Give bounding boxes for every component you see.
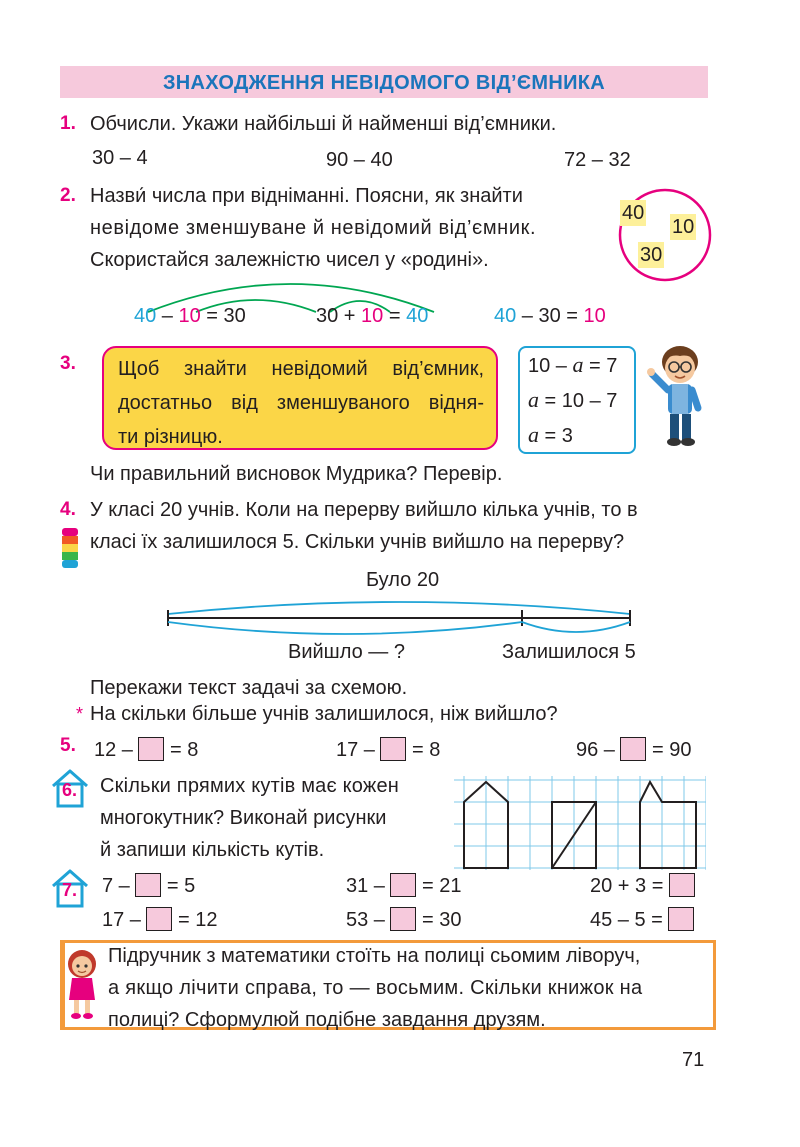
task-1-number: 1. (60, 113, 76, 134)
solution-line-1: 10 – a = 7 (528, 352, 618, 377)
task-7-item-1: 7 – = 5 (102, 875, 196, 897)
task-4-star-question: На скільки більше учнів залишилося, ніж вийшло? (90, 703, 558, 725)
answer-box[interactable] (390, 907, 416, 931)
answer-box[interactable] (135, 873, 161, 897)
task-7-item-4: 17 – = 12 (102, 909, 218, 931)
task-7-number: 7. (62, 880, 78, 900)
task-5-number: 5. (60, 735, 76, 756)
task-7-item-6: 45 – 5 = (590, 904, 694, 936)
circle-number-40: 40 (622, 202, 645, 224)
page-title: ЗНАХОДЖЕННЯ НЕВІДОМОГО ВІД’ЄМНИКА (162, 72, 606, 94)
answer-box[interactable] (138, 737, 164, 761)
task-7-item-2: 31 – = 21 (346, 875, 462, 897)
task-1-expr-3: 72 – 32 (564, 149, 631, 171)
task-2-line-3: Скористайся залежністю чисел у «родині». (90, 249, 489, 271)
task-1-expr-1: 30 – 4 (92, 147, 148, 169)
task-7-item-5: 53 – = 30 (346, 909, 462, 931)
solution-line-3: a = 3 (528, 422, 573, 447)
polygon-grid (454, 776, 706, 870)
equation-1: 40 – 10 = 30 (134, 305, 246, 327)
task-2-number: 2. (60, 185, 76, 206)
rule-box (102, 346, 498, 450)
number-family-circle (610, 180, 720, 290)
riddle-line-1: Підручник з математики стоїть на полиці сьомим ліворуч, (108, 945, 641, 967)
task-2-line-2: невідоме зменшуване й невідомий від’ємник. (90, 217, 537, 239)
task-5-item-3: 96 – = 90 (576, 739, 692, 761)
task-1-text: Обчисли. Укажи найбільші й найменші від’ємники. (90, 113, 557, 135)
task-4-line-1: У класі 20 учнів. Коли на перерву вийшло кілька учнів, то в (90, 499, 638, 521)
pencil-marker-icon (62, 528, 78, 574)
task-3-question: Чи правильний висновок Мудрика? Перевір. (90, 463, 503, 485)
solution-box (518, 346, 636, 454)
circle-number-30: 30 (640, 244, 663, 266)
task-6-number: 6. (62, 780, 78, 800)
task-3-number: 3. (60, 353, 76, 374)
task-2-line-1: Назви́ числа при відніманні. Поясни, як знайти (90, 185, 523, 207)
rule-line-1: Щоб знайти невідомий від’ємник, (118, 358, 484, 380)
page-number: 71 (682, 1049, 705, 1071)
answer-box[interactable] (380, 737, 406, 761)
answer-box[interactable] (146, 907, 172, 931)
equation-3: 40 – 30 = 10 (494, 305, 606, 327)
task-5-item-1: 12 – = 8 (94, 739, 199, 761)
task-4-line-2: класі їх залишилося 5. Скільки учнів вийшло на перерву? (90, 531, 625, 553)
boy-character-illustration (638, 338, 718, 450)
task-6-line-2: многокутник? Виконай рисунки (100, 807, 387, 829)
riddle-line-3: полиці? Сформулюй подібне завдання друзям. (108, 1009, 546, 1031)
scheme-left-label: Залишилося 5 (502, 641, 636, 663)
girl-character-illustration (62, 948, 102, 1022)
task-6-line-3: й запиши кількість кутів. (100, 839, 325, 861)
solution-line-2: a = 10 – 7 (528, 387, 618, 412)
equation-2: 30 + 10 = 40 (316, 305, 429, 327)
task-6-line-1: Скільки прямих кутів має кожен (100, 775, 400, 797)
answer-box[interactable] (390, 873, 416, 897)
scheme-total-label: Було 20 (366, 569, 440, 591)
circle-number-10: 10 (672, 216, 695, 238)
riddle-line-2: а якщо лічити справа, то — восьмим. Скільки книжок на (108, 977, 643, 999)
task-4-number: 4. (60, 499, 76, 520)
task-4-retell: Перекажи текст задачі за схемою. (90, 677, 408, 699)
rule-line-2: достатньо від зменшуваного відня- (118, 392, 484, 414)
rule-line-3: ти різницю. (118, 426, 223, 448)
segment-scheme (160, 596, 640, 640)
answer-box[interactable] (669, 873, 695, 897)
task-7-item-3: 20 + 3 = (590, 870, 695, 902)
task-5-item-2: 17 – = 8 (336, 739, 441, 761)
star-marker: * (76, 704, 84, 724)
answer-box[interactable] (668, 907, 694, 931)
task-1-expr-2: 90 – 40 (326, 149, 393, 171)
answer-box[interactable] (620, 737, 646, 761)
scheme-out-label: Вийшло — ? (288, 641, 405, 663)
